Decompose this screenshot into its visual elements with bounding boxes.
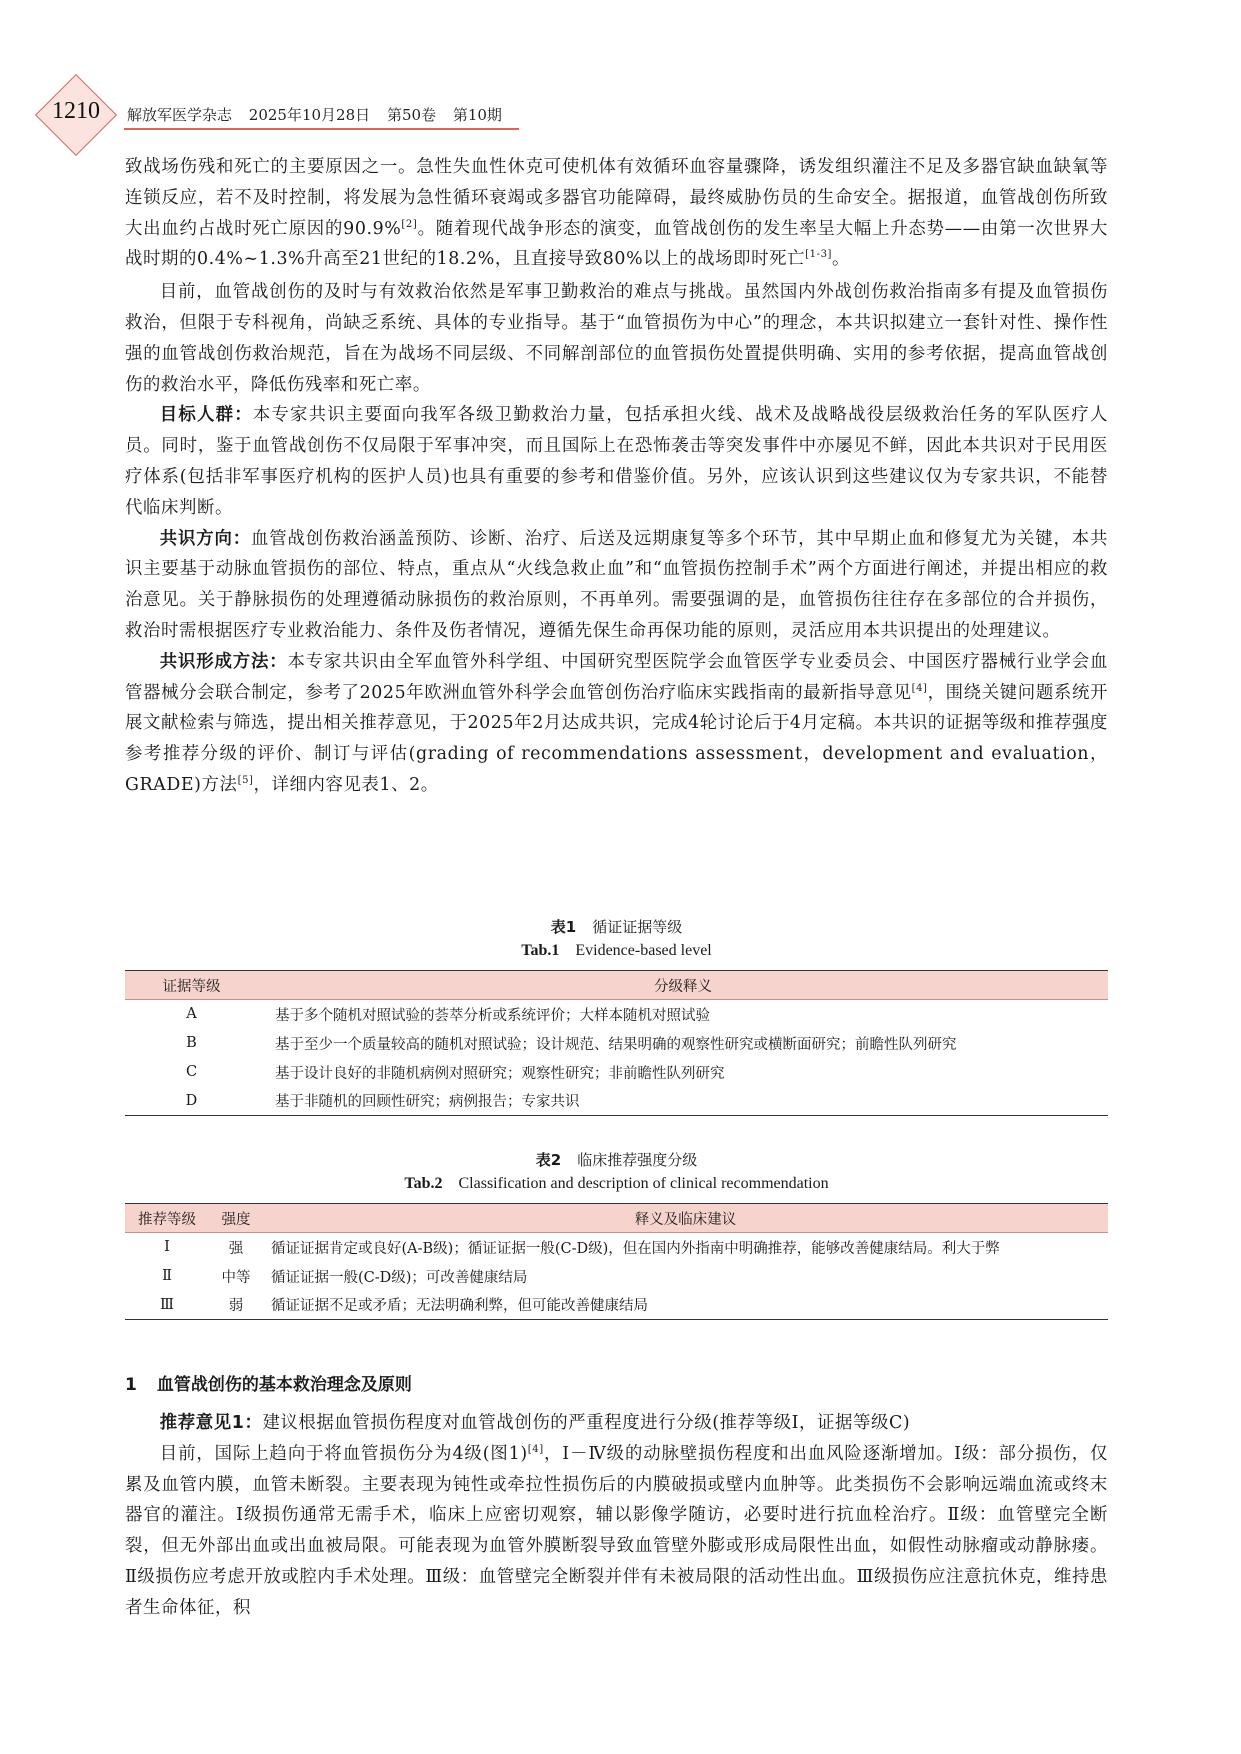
table2-caption: 表2 临床推荐强度分级: [535, 1151, 698, 1169]
table1: [125, 970, 1108, 1116]
column-header: 分级释义: [258, 971, 1108, 1000]
paragraph-lead: 共识形成方法：: [159, 651, 288, 672]
running-header: [127, 104, 514, 125]
intro-paragraph-1: 致战场伤残和死亡的主要原因之一。急性失血性休克可使机体有效循环血容量骤降，诱发组织灌注不足及多器官缺血缺氧等连锁反应，若不及时控制，将发展为急性循环衰竭或多器官功能障碍，最终威胁伤员的生命安全。据报道，血管战创伤所致大出血约占战时死亡原因的90.9%[2]。随着现代战争形态的演变，血管战创伤的发生率呈大幅上升态势——由第一次世界大战时期的0.4%~1.3%升高至21世纪的18.2%，且直接导致80%以上的战场即时死亡[1-3]。: [125, 157, 1108, 270]
table-row: C 基于设计良好的非随机病例对照研究；观察性研究；非前瞻性队列研究: [185, 1064, 725, 1082]
consensus-direction-paragraph: 共识方向：血管战创伤救治涵盖预防、诊断、治疗、后送及远期康复等多个环节，其中早期止血和修复尤为关键，本共识主要基于动脉血管损伤的部位、特点，重点从“火线急救止血”和“血管损伤控制手术”两个方面进行阐述，并提出相应的救治意见。关于静脉损伤的处理遵循动脉损伤的救治原则，不再单列。需要强调的是，血管损伤往往存在多部位的合并损伤，救治时需根据医疗专业救治能力、条件及伤者情况，遵循先保生命再保功能的原则，灵活应用本共识提出的处理建议。: [125, 528, 1108, 641]
column-header: 释义及临床建议: [263, 1204, 1108, 1233]
issue-date: 2025年10月28日: [248, 106, 371, 124]
intro-paragraph-2: 目前，血管战创伤的及时与有效救治依然是军事卫勤救治的难点与挑战。虽然国内外战创伤救治指南多有提及血管损伤救治，但限于专科视角，尚缺乏系统、具体的专业指导。基于“血管损伤为中心”的理念，本共识拟建立一套针对性、操作性强的血管战创伤救治规范，旨在为战场不同层级、不同解剖部位的血管损伤处置提供明确、实用的参考依据，提高血管战创伤的救治水平，降低伤残率和死亡率。: [125, 282, 1108, 395]
table1-caption-en: Tab.1 Evidence-based level: [521, 942, 712, 959]
citation[interactable]: [1-3]: [805, 249, 833, 261]
consensus-method-paragraph: 共识形成方法：本专家共识由全军血管外科学组、中国研究型医院学会血管医学专业委员会、中国医疗器械行业学会血管器械分会联合制定，参考了2025年欧洲血管外科学会血管创伤治疗临床实践指南的最新指导意见[4]，围绕关键问题系统开展文献检索与筛选，提出相关推荐意见，于2025年2月达成共识，完成4轮讨论后于4月定稿。本共识的证据等级和推荐强度参考推荐分级的评价、制订与评估(grading of recommendations assessment，development and evaluation，GRADE)方法[5]，详细内容见表1、2。: [125, 651, 1108, 795]
table-row: D 基于非随机的回顾性研究；病例报告；专家共识: [125, 1087, 1108, 1116]
intro-text: [125, 152, 1108, 801]
section1-paragraph-1: 目前，国际上趋向于将血管损伤分为4级(图1)[4]，Ⅰ－Ⅳ级的动脉壁损伤程度和出血风险逐渐增加。Ⅰ级：部分损伤，仅累及血管内膜，血管未断裂。主要表现为钝性或牵拉性损伤后的内膜破损或壁内血肿等。此类损伤不会影响远端血流或终末器官的灌注。Ⅰ级损伤通常无需手术，临床上应密切观察，辅以影像学随访，必要时进行抗血栓治疗。Ⅱ级：血管壁完全断裂，但无外部出血或出血被局限。可能表现为血管外膜断裂导致血管壁外膨或形成局限性出血，如假性动脉瘤或动静脉瘘。Ⅱ级损伤应考虑开放或腔内手术处理。Ⅲ级：血管壁完全断裂并伴有未被局限的活动性出血。Ⅲ级损伤应注意抗休克，维持患者生命体征，积: [125, 1443, 1108, 1618]
citation[interactable]: [5]: [237, 775, 254, 787]
recommendation-1: 推荐意见1：建议根据血管损伤程度对血管战创伤的严重程度进行分级(推荐等级Ⅰ，证据等级C): [159, 1413, 911, 1433]
table2-caption-en: Tab.2 Classification and description of clinical recommendation: [404, 1175, 829, 1192]
table-row: B 基于至少一个质量较高的随机对照试验；设计规范、结果明确的观察性研究或横断面研究；前瞻性队列研究: [186, 1035, 957, 1053]
journal-name: 解放军医学杂志: [127, 106, 233, 124]
page-number: 1210: [52, 98, 100, 124]
table2: [125, 1203, 1108, 1320]
column-header: 推荐等级: [125, 1204, 209, 1233]
header-rule: [124, 128, 519, 130]
column-header: 强度: [209, 1204, 263, 1233]
issue: 第10期: [452, 106, 502, 124]
table-row: Ⅰ 强 循证证据肯定或良好(A-B级)；循证证据一般(C-D级)，但在国内外指南中明确推荐，能够改善健康结局。利大于弊: [164, 1239, 1000, 1257]
table1-caption: 表1 循证证据等级: [550, 918, 683, 936]
volume: 第50卷: [386, 106, 437, 124]
citation[interactable]: [2]: [401, 218, 418, 230]
section1-text: [125, 1408, 1108, 1624]
column-header: 证据等级: [125, 971, 258, 1000]
paragraph-lead: 目标人群：: [159, 405, 253, 426]
table-row: Ⅱ 中等 循证证据一般(C-D级)；可改善健康结局: [162, 1268, 528, 1286]
table-header-row: [125, 971, 1108, 1000]
target-population-paragraph: 目标人群：本专家共识主要面向我军各级卫勤救治力量，包括承担火线、战术及战略战役层级救治任务的军队医疗人员。同时，鉴于血管战创伤不仅局限于军事冲突，而且国际上在恐怖袭击等突发事件中亦屡见不鲜，因此本共识对于民用医疗体系(包括非军事医疗机构的医护人员)也具有重要的参考和借鉴价值。另外，应该认识到这些建议仅为专家共识，不能替代临床判断。: [125, 405, 1108, 518]
table-row: A 基于多个随机对照试验的荟萃分析或系统评价；大样本随机对照试验: [186, 1006, 710, 1024]
paragraph-lead: 推荐意见1：: [159, 1413, 263, 1433]
citation[interactable]: [4]: [527, 1444, 544, 1455]
table-header-row: [125, 1204, 1108, 1233]
citation[interactable]: [4]: [911, 682, 928, 694]
table-row: Ⅲ 弱 循证证据不足或矛盾；无法明确利弊，但可能改善健康结局: [125, 1291, 1108, 1320]
paragraph-lead: 共识方向：: [159, 528, 251, 549]
section-heading: 1 血管战创伤的基本救治理念及原则: [125, 1375, 412, 1395]
